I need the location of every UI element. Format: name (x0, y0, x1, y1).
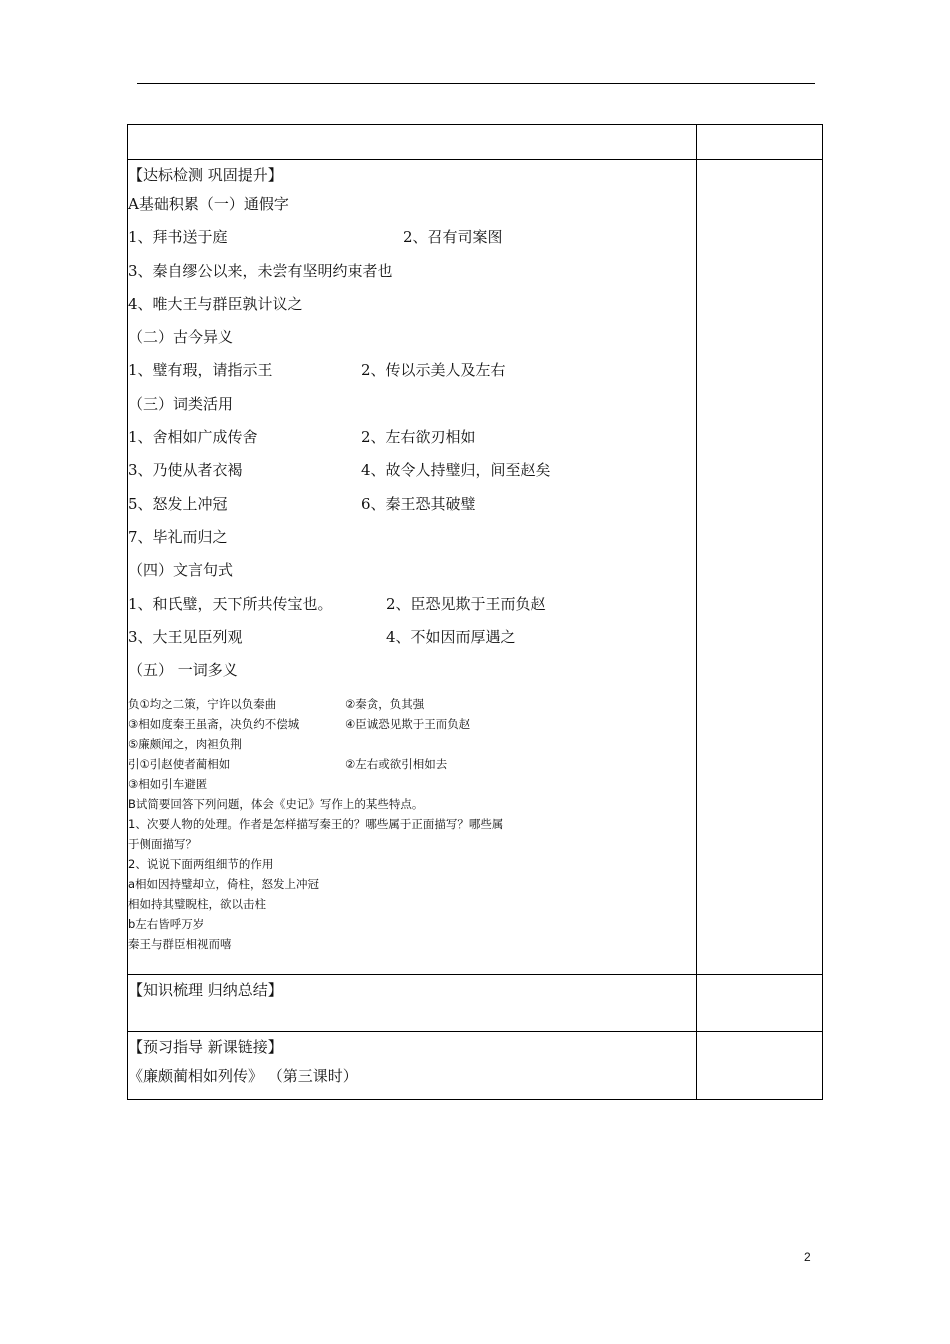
section-title-preview: 【预习指导 新课链接】 (128, 1038, 283, 1057)
table-row-preview (128, 1032, 823, 1100)
header-rule (137, 83, 815, 84)
table-row-practice (128, 160, 823, 975)
list-item: 1、璧有瑕，请指示王 2、传以示美人及左右 (128, 361, 506, 380)
list-item: 3、秦自缪公以来，未尝有坚明约束者也 (128, 261, 393, 280)
list-item: 2、说说下面两组细节的作用 (128, 857, 274, 872)
table-row-empty (128, 125, 823, 160)
duoyi-heading: （五） 一词多义 (128, 661, 238, 680)
juzi-heading: （四）文言句式 (128, 561, 234, 580)
list-item: 1、和氏璧，天下所共传宝也。 2、臣恐见欺于王而负赵 (128, 594, 546, 613)
list-item: 5、怒发上冲冠 6、秦王恐其破璧 (128, 494, 476, 513)
list-item: 3、大王见臣列观 4、不如因而厚遇之 (128, 627, 516, 646)
small-text-block (128, 687, 696, 974)
list-item: a相如因持璧却立，倚柱，怒发上冲冠 (128, 877, 320, 892)
page-number: 2 (804, 1250, 811, 1264)
section-title-summary: 【知识梳理 归纳总结】 (128, 981, 283, 1000)
list-item: 1、次要人物的处理。作者是怎样描写秦王的？哪些属于正面描写？哪些属 (128, 817, 504, 832)
list-item: 引①引赵使者蔺相如 ②左右或欲引相如去 (128, 757, 448, 772)
list-item: 1、舍相如广成传舍 2、左右欲刃相如 (128, 428, 476, 447)
list-item: 负①均之二策，宁许以负秦曲 ②秦贪，负其强 (128, 697, 425, 712)
list-item: ③相如引车避匿 (128, 777, 208, 792)
list-item: ③相如度秦王虽斋，决负约不偿城 ④臣诚恐见欺于王而负赵 (128, 717, 471, 732)
worksheet-table (127, 124, 823, 1100)
list-item: 7、毕礼而归之 (128, 527, 228, 546)
list-item: 4、唯大王与群臣孰计议之 (128, 294, 303, 313)
list-item: 秦王与群臣相视而嘻 (128, 937, 232, 952)
list-item: b左右皆呼万岁 (128, 917, 205, 932)
table-row-summary (128, 975, 823, 1032)
side-cell (697, 1032, 823, 1100)
empty-cell (128, 125, 697, 160)
cilei-heading: （三）词类活用 (128, 394, 234, 413)
section-title-practice: 【达标检测 巩固提升】 (128, 166, 283, 184)
side-cell (697, 975, 823, 1032)
side-cell (697, 125, 823, 160)
summary-cell (128, 975, 697, 1032)
list-item: 相如持其璧睨柱，欲以击柱 (128, 897, 266, 912)
list-item: 3、乃使从者衣褐 4、故令人持璧归，间至赵矣 (128, 461, 551, 480)
gujin-heading: （二）古今异义 (128, 328, 234, 347)
side-cell (697, 160, 823, 975)
a-heading: A基础积累（一）通假字 (128, 195, 289, 213)
practice-cell (128, 160, 697, 975)
preview-cell (128, 1032, 697, 1100)
b-instruction: B试简要回答下列问题，体会《史记》写作上的某些特点。 (128, 797, 424, 812)
list-item: 于侧面描写？ (128, 837, 197, 852)
list-item: ⑤廉颇闻之，肉袒负荆 (128, 737, 242, 752)
preview-line: 《廉颇蔺相如列传》 （第三课时） (128, 1067, 358, 1086)
list-item: 1、拜书送于庭 2、召有司案图 (128, 228, 503, 247)
